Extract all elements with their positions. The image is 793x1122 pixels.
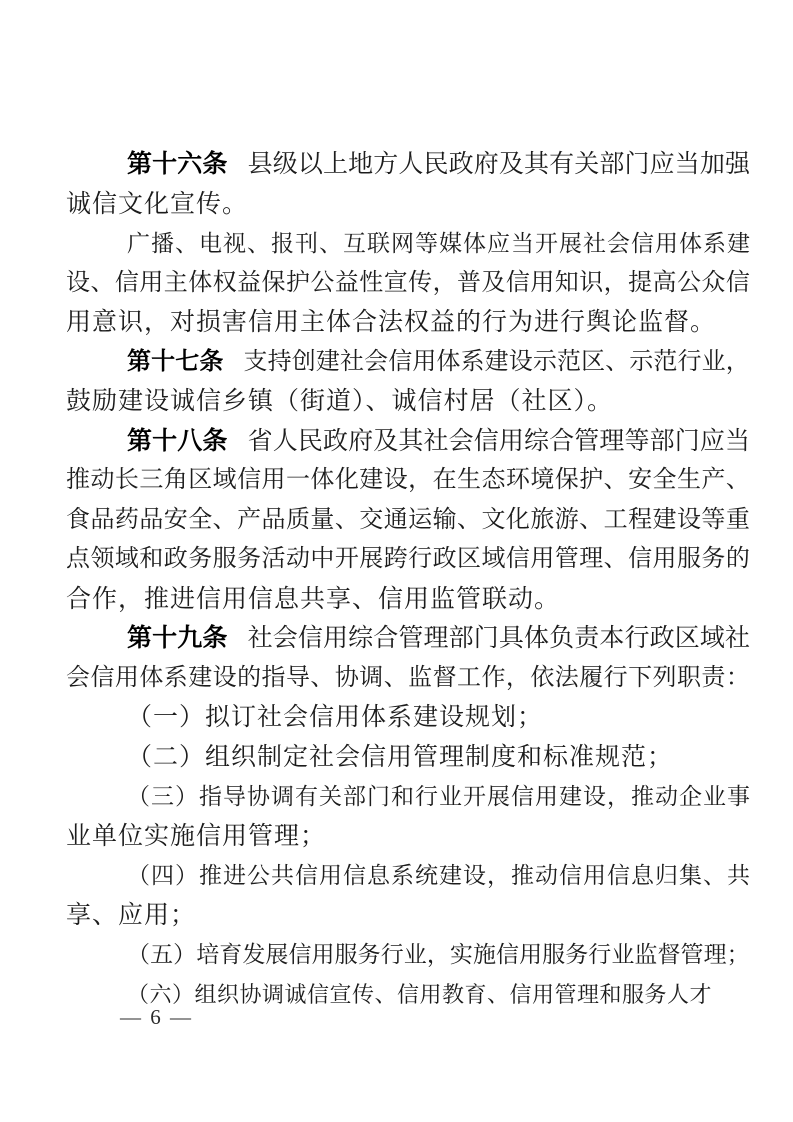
text-line: 合作，推进信用信息共享、信用监管联动。 bbox=[66, 585, 561, 613]
text-line: 业单位实施信用管理； bbox=[66, 822, 327, 850]
text-line: 用意识，对损害信用主体合法权益的行为进行舆论监督。 bbox=[66, 309, 717, 336]
text-line: 食 品 药 品 安 全 、 产 品 质 量 、 交 通 运 输 、 文 化 旅 游 、 工 程 建 设 等 重 bbox=[66, 506, 750, 533]
text-line: （二）组织制定社会信用管理制度和标准规范； bbox=[127, 743, 674, 771]
article-19-item-5 bbox=[66, 935, 750, 975]
article-19-lead bbox=[66, 619, 750, 698]
article-19-item-3 bbox=[66, 777, 750, 856]
text-line: 享、应用； bbox=[66, 901, 197, 929]
text-line: （ 三 ） 指 导 协 调 有 关 部 门 和 行 业 开 展 信 用 建 设 ， 推 动 企 业 事 bbox=[127, 784, 750, 809]
article-16-para-2 bbox=[66, 224, 750, 343]
article-18 bbox=[66, 422, 750, 620]
text-line: 点 领 域 和 政 务 服 务 活 动 中 开 展 跨 行 政 区 域 信 用 管 理 、 信 用 服 务 的 bbox=[66, 546, 750, 572]
text-line: 设 、 信 用 主 体 权 益 保 护 公 益 性 宣 传 ， 普 及 信 用 知 识 ， 提 高 公 众 信 bbox=[66, 269, 750, 296]
text-line: 第 十 七 条 支 持 创 建 社 会 信 用 体 系 建 设 示 范 区 、 示 范 行 业 ， bbox=[127, 348, 750, 375]
article-19-item-2 bbox=[66, 738, 750, 778]
text-line: （ 四 ） 推 进 公 共 信 用 信 息 系 统 建 设 ， 推 动 信 用 信 息 归 集 、 共 bbox=[127, 863, 750, 888]
document-content bbox=[66, 145, 750, 1014]
text-line: （一）拟订社会信用体系建设规划； bbox=[127, 704, 544, 731]
text-line: 广 播 、 电 视 、 报 刊 、 互 联 网 等 媒 体 应 当 开 展 社 会 信 用 体 系 建 bbox=[127, 231, 750, 256]
text-line: 第 十 九 条 社 会 信 用 综 合 管 理 部 门 具 体 负 责 本 行 政 区 域 社 bbox=[127, 625, 750, 652]
text-line: 诚信文化宣传。 bbox=[66, 190, 249, 218]
article-19-item-4 bbox=[66, 856, 750, 935]
text-line: 会 信 用 体 系 建 设 的 指 导 、 协 调 、 监 督 工 作 ， 依 法 履 行 下 列 职 责 ： bbox=[66, 664, 750, 691]
text-line: 第 十 八 条 省 人 民 政 府 及 其 社 会 信 用 综 合 管 理 等 部 门 应 当 bbox=[127, 427, 750, 455]
article-17 bbox=[66, 343, 750, 422]
page-number: — 6 — bbox=[120, 1005, 193, 1029]
text-line: （ 五 ） 培 育 发 展 信 用 服 务 行 业 ， 实 施 信 用 服 务 行 业 监 督 管 理 ； bbox=[127, 942, 750, 967]
text-line: 推 动 长 三 角 区 域 信 用 一 体 化 建 设 ， 在 生 态 环 境 保 护 、 安 全 生 产 、 bbox=[66, 467, 750, 493]
text-line: 第 十 六 条 县 级 以 上 地 方 人 民 政 府 及 其 有 关 部 门 应 当 加 强 bbox=[127, 151, 750, 178]
text-line: 鼓励建设诚信乡镇（街道）、诚信村居（社区）。 bbox=[66, 388, 614, 415]
article-19-item-1 bbox=[66, 698, 750, 738]
article-16-para-1 bbox=[66, 145, 750, 224]
text-line: （六）组织协调诚信宣传、信用教育、信用管理和服务人才 bbox=[127, 981, 713, 1007]
